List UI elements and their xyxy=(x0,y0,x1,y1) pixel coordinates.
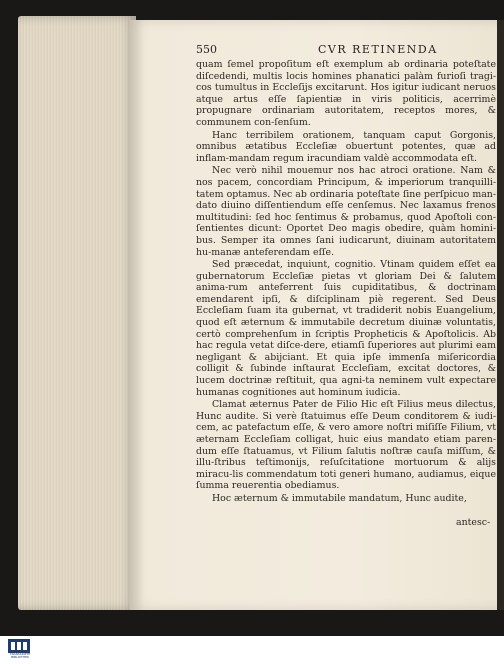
paragraph: Nec verò nihil mouemur nos hac atroci oratione. Nam & nos pacem, concordiam Principum, & imperiorum tranquilli-tatem optamus. Nec ab ordinaria poteſtate ſine perſpicuo man-dato diuino diſſentiendum eſſe cenſemus. Nec laxamus frenos multitudini: ſed hoc ſentimus & probamus, quod Apoſtoli con-ſentientes dicunt: Oportet Deo magis obedire, quàm homini-bus. Semper ita omnes ſani iudicarunt, diuinam autoritatem hu-manæ anteferendam eſſe. xyxy=(196,165,496,258)
body-text xyxy=(196,59,496,506)
page-header xyxy=(196,43,496,57)
running-title: CVR RETINENDA xyxy=(318,43,438,56)
paragraph: Sed præcedat, inquiunt, cognitio. Vtinam quidem eſſet ea gubernatorum Eccleſiæ pietas vt gloriam Dei & ſalutem anima-rum anteferrent ſuis cupiditatibus, & doctrinam emendarent ipſi, & diſciplinam piè regerent. Sed Deus Eccleſiam ſuam ita gubernat, vt tradiderit nobis Euangelium, quod eſt æternum & immutabile decretum diuinæ voluntatis, certò comprehenſum in ſcriptis Propheticis & Apoſtolicis. Ab hac regula vetat diſce-dere, etiamſi ſuperiores aut plurimi eam negligant & abijciant. Et quia ipſe immenſa miſericordia colligit & ſubinde inſtaurat Eccleſiam, excitat doctores, & lucem doctrinæ reſtituit, qua agni-ta neminem vult expectare humanas cognitiones aut hominum iudicia. xyxy=(196,259,496,398)
library-logo-caption: TRANSKRIPTE BIBLIOTHEK xyxy=(9,652,31,660)
paragraph: Hanc terribilem orationem, tanquam caput Gorgonis, omnibus ætatibus Eccleſiæ obuertunt potentes, quæ ad inflam-mandam regum iracundiam valdè accommodata eſt. xyxy=(196,129,496,164)
page-number: 550 xyxy=(196,43,217,56)
paragraph: quam ſemel propoſitum eſt exemplum ab ordinaria poteſtate diſcedendi, multis locis homines phanatici palàm furioſi tragi-cos tumultus in Eccleſijs excitarunt. Hos igitur iudicant neruos atque artus eſſe ſapientiæ in viris politicis, acerrimè propugnare ordinariam autoritatem, receptos mores, & communem con-ſenſum. xyxy=(196,59,496,128)
catchword: antesc- xyxy=(456,517,491,528)
footer-bar xyxy=(0,636,504,664)
paragraph: Clamat æternus Pater de Filio Hic eſt Filius meus dilectus, Hunc audite. Si verè ſtatuimus eſſe Deum conditorem & iudi-cem, ac patefactum eſſe, & vero amore noſtri miſiſſe Filium, vt æternam Eccleſiam colligat, huic eius mandato etiam paren-dum eſſe ſtatuamus, vt Filium ſalutis noſtræ cauſa miſſum, & illu-ſtribus teſtimonijs, reſuſcitatione mortuorum & alijs miracu-lis commendatum toti generi humano, audiamus, eique ſumma reuerentia obediamus. xyxy=(196,399,496,492)
book-page-edges xyxy=(18,16,136,610)
paragraph: Hoc æternum & immutabile mandatum, Hunc audite, xyxy=(212,492,467,504)
